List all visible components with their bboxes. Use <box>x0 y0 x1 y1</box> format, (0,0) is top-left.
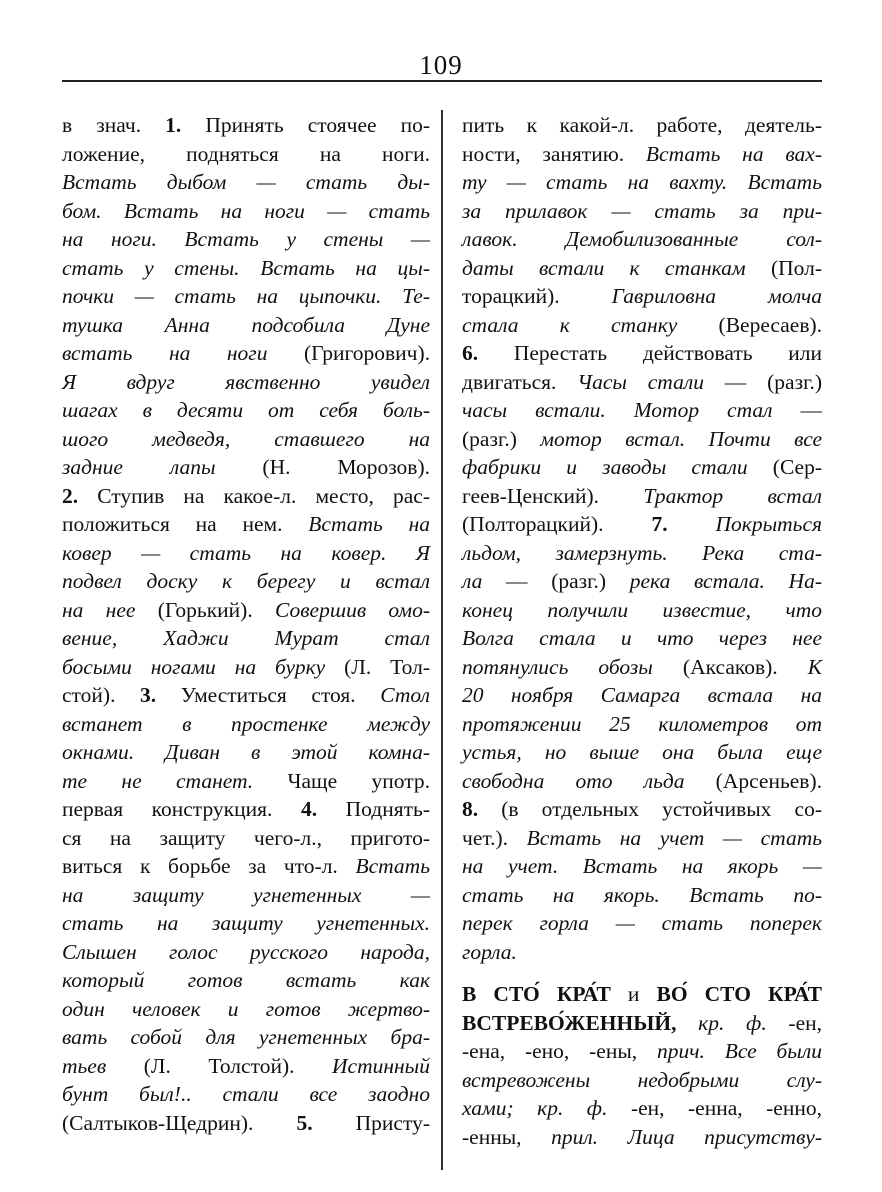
example-text: К <box>807 654 823 679</box>
example-text: подвел доску к берегу и встал <box>62 569 430 593</box>
example-text: вение, Хаджи Мурат стал <box>62 626 430 650</box>
text-run: — (разг.) <box>703 369 823 394</box>
example-text: Стол <box>380 683 430 707</box>
text-run: ся на защиту чего-л., пригото- <box>62 825 430 850</box>
sense-number: 7. <box>651 512 668 536</box>
example-text: бунт был!.. стали все заодно <box>62 1082 430 1106</box>
example-text: Истинный <box>332 1053 430 1078</box>
text-line <box>62 425 430 454</box>
text-line <box>462 197 822 226</box>
text-line <box>62 111 430 140</box>
example-text: ла <box>462 569 483 593</box>
sense-number: 6. <box>462 341 479 365</box>
text-line <box>62 767 430 796</box>
text-run: и <box>610 982 657 1006</box>
text-line <box>62 1080 430 1109</box>
text-run: Уместиться стоя. <box>156 683 381 707</box>
text-line <box>62 510 430 539</box>
example-text: за прилавок — стать за при- <box>462 198 822 223</box>
example-text: стать на защиту угнетенных. <box>62 911 430 935</box>
text-line <box>62 168 430 197</box>
text-line <box>462 938 822 967</box>
sense-number: 1. <box>165 113 182 137</box>
example-text: Покрыться <box>667 512 822 536</box>
example-text: вать собой для угнетенных бра- <box>62 1025 430 1049</box>
text-line <box>462 396 822 425</box>
text-line <box>462 681 822 710</box>
text-line <box>62 995 430 1024</box>
text-line <box>462 909 822 938</box>
text-line <box>462 795 822 824</box>
right-column <box>462 111 822 1151</box>
text-run: ности, занятию. <box>462 141 646 166</box>
text-line <box>62 624 430 653</box>
text-run: ложение, подняться на ноги. <box>62 141 430 166</box>
text-run: положиться на нем. <box>62 512 309 536</box>
example-text: шого медведя, ставшего на <box>62 426 430 451</box>
text-run: виться к борьбе за что-л. <box>62 854 356 878</box>
text-line <box>62 909 430 938</box>
example-text: те не станет. <box>62 768 254 793</box>
source-citation: (Григорович). <box>267 341 430 365</box>
example-text: шагах в десяти от себя боль- <box>62 398 430 422</box>
example-text: Встать <box>355 854 430 878</box>
source-citation: стой). <box>62 683 141 707</box>
headword: ВСТРЕВО́ЖЕННЫЙ, <box>462 1010 677 1035</box>
text-line <box>462 738 822 767</box>
text-line <box>462 311 822 340</box>
source-citation: (Полторацкий). <box>462 512 652 536</box>
source-citation: (Н. Морозов). <box>215 455 430 479</box>
source-citation: (Горький). <box>135 597 275 622</box>
text-line <box>62 140 430 169</box>
text-run: -ен, -енна, -енно, <box>607 1096 822 1120</box>
column-divider <box>441 110 443 1170</box>
text-run: Присту- <box>312 1110 430 1135</box>
example-text: ту — стать на вахту. Встать <box>462 170 822 194</box>
example-text: Часы стали <box>577 369 704 394</box>
text-line <box>62 1109 430 1138</box>
text-run: чет.). <box>462 825 527 850</box>
text-line <box>462 767 822 796</box>
page-number: 109 <box>419 50 463 80</box>
source-citation: (Вересаев). <box>677 312 822 337</box>
entry-gap <box>462 966 822 980</box>
example-text: на нее <box>62 597 136 622</box>
text-line <box>62 254 430 283</box>
sense-number: 2. <box>62 483 79 508</box>
text-line <box>462 710 822 739</box>
text-run: Перестать действовать или <box>478 341 822 365</box>
example-text: встать на ноги <box>62 341 268 365</box>
example-text: который готов встать как <box>62 968 430 992</box>
example-text: босыми ногами на бурку <box>62 654 326 679</box>
text-run: (в отдельных устойчивых со- <box>478 797 822 821</box>
text-line <box>462 1123 822 1152</box>
text-run: -ен, <box>766 1010 822 1035</box>
headword: ВО́ СТО КРА́Т <box>656 982 822 1006</box>
sense-number: 3. <box>140 683 157 707</box>
text-line <box>462 482 822 511</box>
entry-headword-line <box>462 1009 822 1038</box>
text-line <box>462 111 822 140</box>
text-run: Ступив на какое-л. место, рас- <box>78 483 430 508</box>
text-line <box>462 453 822 482</box>
source-citation: (Салтыков-Щедрин). <box>62 1110 297 1135</box>
example-text: тьев <box>62 1053 107 1078</box>
text-line <box>62 710 430 739</box>
text-line <box>62 311 430 340</box>
source-citation: (Арсеньев). <box>684 768 822 793</box>
example-text: почки — стать на цыпочки. Те- <box>62 284 430 308</box>
example-text: 20 ноября Самарга встала на <box>462 683 822 707</box>
example-text: прич. Все были <box>657 1039 822 1063</box>
example-text: Волга стала и что через нее <box>462 626 822 650</box>
example-text: устья, но выше она была еще <box>462 740 822 764</box>
text-line <box>62 795 430 824</box>
text-line <box>62 653 430 682</box>
example-text: на защиту угнетенных — <box>62 882 430 907</box>
text-run: -ена, -ено, -ены, <box>462 1039 657 1063</box>
example-text: на учет. Встать на якорь — <box>462 854 822 878</box>
text-line <box>462 824 822 853</box>
text-line <box>462 140 822 169</box>
source-citation: геев-Ценский). <box>462 483 644 508</box>
text-line <box>62 368 430 397</box>
example-text: стать на якорь. Встать по- <box>462 882 822 907</box>
headword: В СТО́ КРА́Т <box>462 982 611 1006</box>
example-text: Я вдруг явственно увидел <box>62 369 430 394</box>
sense-number: 4. <box>300 797 318 821</box>
text-run: пить к какой-л. работе, деятель- <box>462 113 822 137</box>
text-line <box>62 1052 430 1081</box>
grammar-label: кр. ф. <box>676 1010 767 1035</box>
text-line <box>462 1037 822 1066</box>
example-text: река встала. На- <box>629 569 822 593</box>
text-run: Чаще употр. <box>253 768 431 793</box>
example-text: Встать на <box>308 512 430 536</box>
text-line <box>62 881 430 910</box>
example-text: один человек и готов жертво- <box>62 996 430 1021</box>
example-text: прил. Лица присутству- <box>551 1124 822 1149</box>
text-line <box>462 339 822 368</box>
sense-number: 8. <box>462 797 479 821</box>
text-line <box>62 482 430 511</box>
text-run: — (разг.) <box>482 569 630 593</box>
example-text: Совершив омо- <box>274 597 430 622</box>
text-line <box>462 624 822 653</box>
example-text: протяжении 25 километров от <box>462 711 822 736</box>
text-line <box>62 539 430 568</box>
text-line <box>62 339 430 368</box>
text-line <box>462 425 822 454</box>
example-text: задние лапы <box>62 455 216 479</box>
text-line <box>62 824 430 853</box>
text-line <box>462 539 822 568</box>
example-text: стала к станку <box>462 312 678 337</box>
text-line <box>462 168 822 197</box>
example-text: Встать на вах- <box>645 141 822 166</box>
left-column <box>62 111 430 1137</box>
text-run: Поднять- <box>317 797 430 821</box>
example-text: бом. Встать на ноги — стать <box>62 198 430 223</box>
source-citation: (Пол- <box>745 255 822 280</box>
example-text: Слышен голос русского народа, <box>62 939 430 964</box>
text-line <box>62 681 430 710</box>
example-text: хами; кр. ф. <box>462 1096 608 1120</box>
example-text: окнами. Диван в этой комна- <box>62 740 430 764</box>
example-text: ковер — стать на ковер. Я <box>62 540 430 565</box>
example-text: Встать на учет — стать <box>526 825 823 850</box>
text-line <box>62 567 430 596</box>
text-run: (разг.) <box>462 426 541 451</box>
text-line <box>462 282 822 311</box>
text-line <box>462 852 822 881</box>
example-text: перек горла — стать поперек <box>462 911 822 935</box>
text-line <box>462 510 822 539</box>
source-citation: (Л. Тол- <box>325 654 430 679</box>
source-citation: (Аксаков). <box>652 654 808 679</box>
example-text: конец получили известие, что <box>462 597 822 622</box>
example-text: даты встали к станкам <box>462 255 746 280</box>
text-line <box>462 368 822 397</box>
example-text: льдом, замерзнуть. Река ста- <box>462 540 822 565</box>
source-citation: (Сер- <box>747 455 823 479</box>
entry-headword-line <box>462 980 822 1009</box>
text-line <box>462 881 822 910</box>
example-text: Встать дыбом — стать ды- <box>62 170 430 194</box>
header-rule <box>62 80 822 82</box>
example-text: свободна ото льда <box>462 768 685 793</box>
text-line <box>62 282 430 311</box>
text-line <box>462 254 822 283</box>
example-text: потянулись обозы <box>462 654 653 679</box>
text-run: Принять стоячее по- <box>181 113 431 137</box>
text-line <box>62 197 430 226</box>
text-line <box>62 396 430 425</box>
text-run: — <box>772 398 822 422</box>
text-run: в знач. <box>62 113 166 137</box>
text-line <box>462 225 822 254</box>
text-line <box>62 852 430 881</box>
example-text: Трактор встал <box>643 483 822 508</box>
example-text: горла. <box>462 939 517 964</box>
sense-number: 5. <box>296 1110 313 1135</box>
source-citation: торацкий). <box>462 284 612 308</box>
text-line <box>462 596 822 625</box>
example-text: встревожены недобрыми слу- <box>462 1067 822 1092</box>
text-line <box>462 1066 822 1095</box>
example-text: лавок. Демобилизованные сол- <box>462 227 822 251</box>
text-line <box>62 938 430 967</box>
text-line <box>62 1023 430 1052</box>
example-text: тушка Анна подсобила Дуне <box>62 312 430 337</box>
example-text: на ноги. Встать у стены — <box>62 227 430 251</box>
text-line <box>462 1094 822 1123</box>
text-run: -енны, <box>462 1124 552 1149</box>
source-citation: (Л. Толстой). <box>106 1053 332 1078</box>
text-line <box>62 966 430 995</box>
text-line <box>62 225 430 254</box>
example-text: фабрики и заводы стали <box>462 455 748 479</box>
text-line <box>462 653 822 682</box>
text-line <box>62 453 430 482</box>
example-text: стать у стены. Встать на цы- <box>62 255 430 280</box>
example-text: Гавриловна молча <box>611 284 823 308</box>
text-line <box>462 567 822 596</box>
example-text: встанет в простенке между <box>62 711 430 736</box>
text-line <box>62 738 430 767</box>
example-text: часы встали. Мотор стал <box>462 398 773 422</box>
example-text: мотор встал. Почти все <box>540 426 823 451</box>
text-line <box>62 596 430 625</box>
text-run: двигаться. <box>462 369 578 394</box>
text-run: первая конструкция. <box>62 797 301 821</box>
